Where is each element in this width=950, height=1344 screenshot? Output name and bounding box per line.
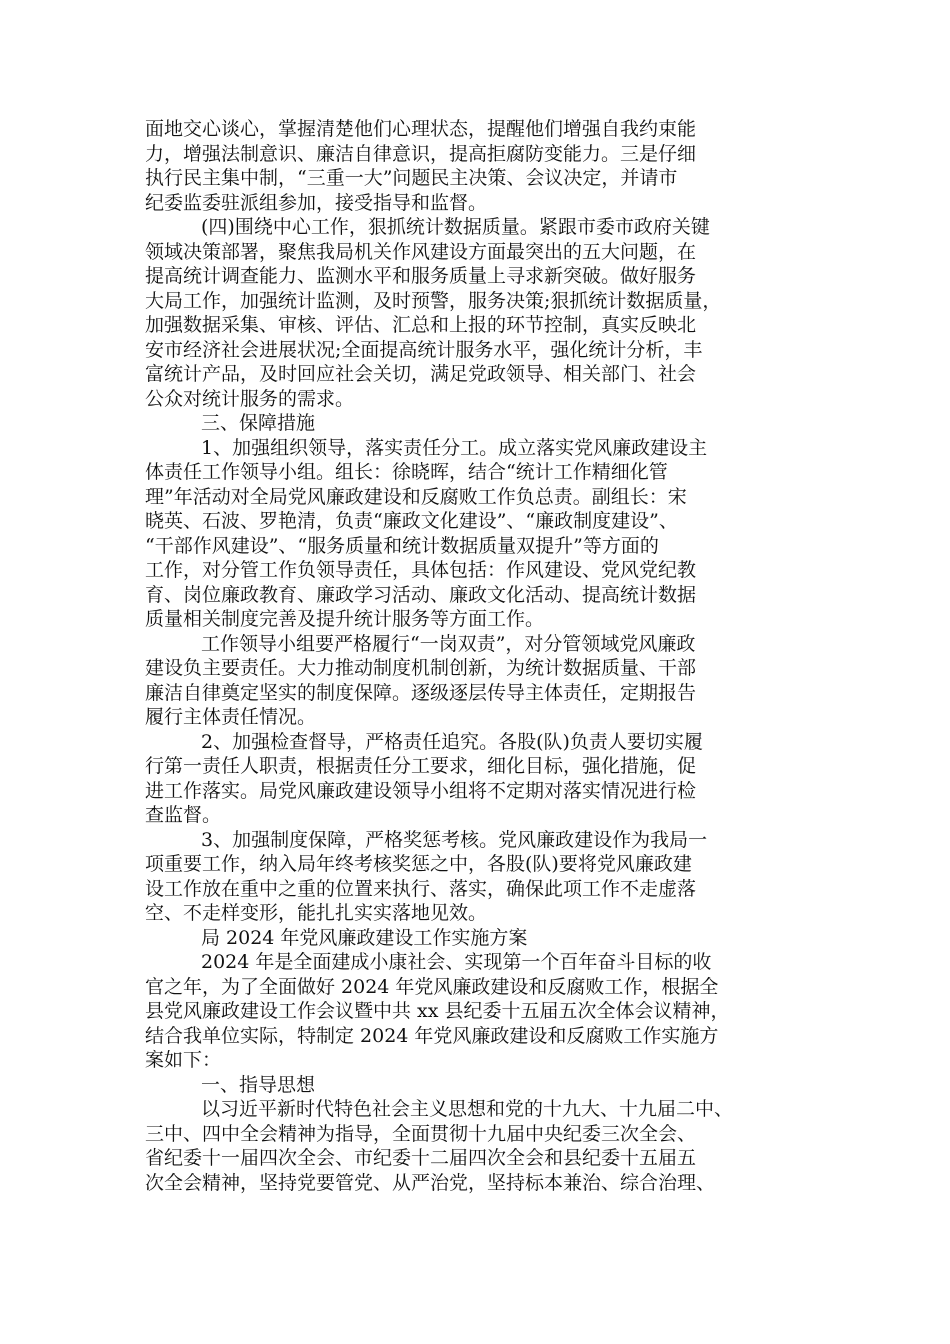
text-line: 安市经济社会进展状况;全面提高统计服务水平，强化统计分析，丰 [145,338,703,361]
text-line: 县党风廉政建设工作会议暨中共 xx 县纪委十五届五次全体会议精神， [145,1000,730,1022]
text-line: 进工作落实。局党风廉政建设领导小组将不定期对落实情况进行检 [145,779,697,802]
text-line: 晓英、石波、罗艳清，负责“廉政文化建设”、“廉政制度建设”、 [145,510,678,532]
document-title: 局 2024 年党风廉政建设工作实施方案 [201,926,528,949]
text-line: 体责任工作领导小组。组长：徐晓晖，结合“统计工作精细化管 [145,461,668,483]
text-line: 空、不走样变形，能扎扎实实落地见效。 [145,902,488,924]
text-line: 理”年活动对全局党风廉政建设和反腐败工作负总责。副组长：宋 [145,485,687,508]
paragraph-start-line: 以习近平新时代特色社会主义思想和党的十九大、十九届二中、 [201,1098,734,1120]
paragraph-start-line: 1、加强组织领导，落实责任分工。成立落实党风廉政建设主 [201,436,708,459]
text-line: 廉洁自律奠定坚实的制度保障。逐级逐层传导主体责任，定期报告 [145,681,697,704]
text-line: 大局工作，加强统计监测，及时预警，服务决策;狠抓统计数据质量， [145,289,722,312]
text-line: 次全会精神，坚持党要管党、从严治党，坚持标本兼治、综合治理、 [145,1171,716,1194]
text-line: 履行主体责任情况。 [145,706,317,728]
text-line: 纪委监委驻派组参加，接受指导和监督。 [145,191,488,214]
text-line: 省纪委十一届四次全会、市纪委十二届四次全会和县纪委十五届五 [145,1147,697,1169]
paragraph-start-line: (四)围绕中心工作，狠抓统计数据质量。紧跟市委市政府关键 [201,216,710,238]
text-line: 案如下： [145,1049,222,1071]
text-line: 查监督。 [145,804,222,826]
text-line: 官之年，为了全面做好 2024 年党风廉政建设和反腐败工作，根据全 [145,975,719,998]
text-line: 育、岗位廉政教育、廉政学习活动、廉政文化活动、提高统计数据 [145,583,697,606]
text-line: 结合我单位实际，特制定 2024 年党风廉政建设和反腐败工作实施方 [145,1024,719,1047]
section-heading: 三、保障措施 [201,412,316,434]
paragraph-start-line: 2024 年是全面建成小康社会、实现第一个百年奋斗目标的收 [201,951,712,973]
text-line: 公众对统计服务的需求。 [145,387,355,410]
text-line: 工作，对分管工作负领导责任，具体包括：作风建设、党风党纪教 [145,559,697,581]
paragraph-start-line: 工作领导小组要严格履行“一岗双责”，对分管领域党风廉政 [201,632,696,655]
text-line: 行第一责任人职责，根据责任分工要求，细化目标，强化措施，促 [145,755,697,777]
text-line: 项重要工作，纳入局年终考核奖惩之中，各股(队)要将党风廉政建 [145,853,692,875]
text-line: 富统计产品，及时回应社会关切，满足党政领导、相关部门、社会 [145,363,697,385]
text-line: 面地交心谈心，掌握清楚他们心理状态，提醒他们增强自我约束能 [145,118,697,140]
text-line: “干部作风建设”、“服务质量和统计数据质量双提升”等方面的 [145,534,659,557]
text-line: 力，增强法制意识、廉洁自律意识，提高拒腐防变能力。三是仔细 [145,142,697,165]
text-line: 设工作放在重中之重的位置来执行、落实，确保此项工作不走虚落 [145,877,697,900]
text-line: 执行民主集中制，“三重一大”问题民主决策、会议决定，并请市 [145,167,678,189]
paragraph-start-line: 2、加强检查督导，严格责任追究。各股(队)负责人要切实履 [201,730,703,753]
text-line: 质量相关制度完善及提升统计服务等方面工作。 [145,608,545,630]
section-heading: 一、指导思想 [201,1073,316,1096]
paragraph-start-line: 3、加强制度保障，严格奖惩考核。党风廉政建设作为我局一 [201,828,708,851]
text-line: 加强数据采集、审核、评估、汇总和上报的环节控制，真实反映北 [145,314,697,336]
text-line: 领域决策部署，聚焦我局机关作风建设方面最突出的五大问题，在 [145,240,697,263]
document-body [145,117,817,1195]
text-line: 建设负主要责任。大力推动制度机制创新，为统计数据质量、干部 [145,657,697,679]
text-line: 三中、四中全会精神为指导，全面贯彻十九届中央纪委三次全会、 [145,1122,697,1145]
text-line: 提高统计调查能力、监测水平和服务质量上寻求新突破。做好服务 [145,265,697,287]
